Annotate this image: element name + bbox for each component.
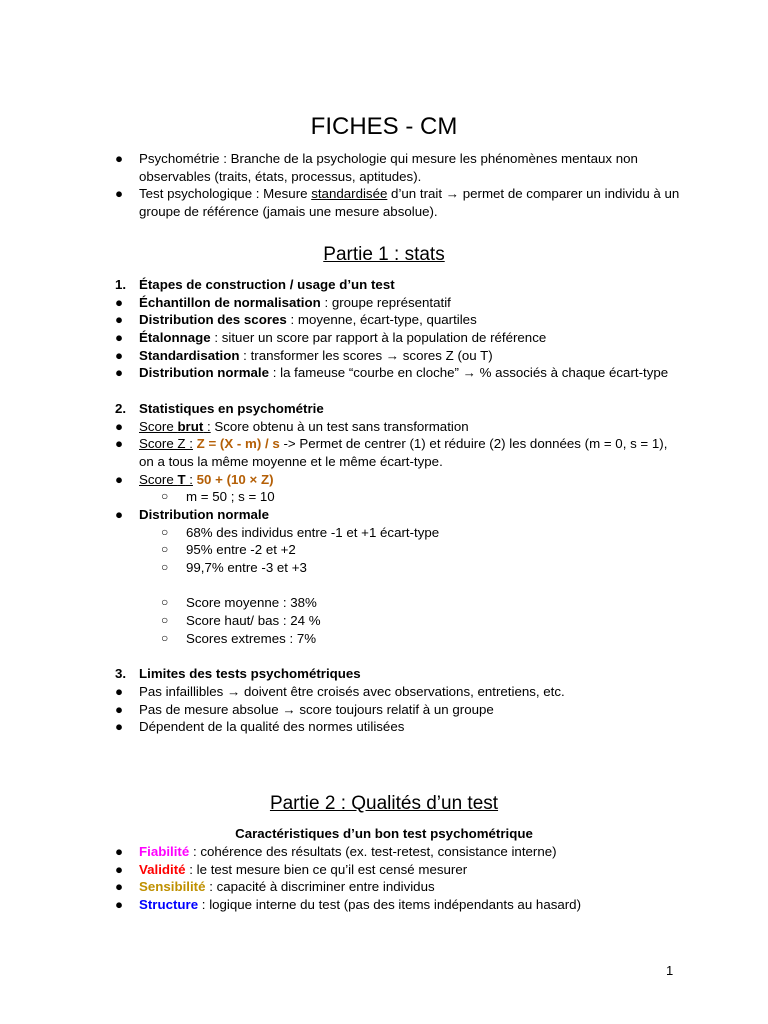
circle-icon: ○	[161, 542, 169, 557]
sub-list-item: ○ 68% des individus entre -1 et +1 écart-type	[161, 524, 440, 540]
bullet-icon: ●	[115, 365, 124, 381]
list-item: ● Étalonnage : situer un score par rapport à la population de référence	[115, 330, 547, 346]
bullet-icon: ●	[115, 506, 124, 522]
bullet-icon: ●	[115, 330, 124, 346]
underlined-word: standardisée	[311, 186, 388, 202]
list-item: ● Pas de mesure absolue → score toujours relatif à un groupe	[115, 701, 494, 717]
list-item: ● Distribution des scores : moyenne, écart-type, quartiles	[115, 312, 477, 328]
section-heading: Statistiques en psychométrie	[139, 400, 324, 416]
formula-z: Z = (X - m) / s	[196, 436, 280, 452]
bullet-icon: ●	[115, 683, 124, 699]
bullet-icon: ●	[115, 719, 124, 735]
bullet-icon: ●	[115, 418, 124, 434]
circle-icon: ○	[161, 595, 169, 610]
list-item: ● Validité : le test mesure bien ce qu’il est censé mesurer	[115, 861, 468, 877]
sub-list-item: ○ Score haut/ bas : 24 %	[161, 613, 321, 629]
part1-content	[0, 276, 768, 736]
circle-icon: ○	[161, 489, 169, 504]
page-title: FICHES - CM	[310, 113, 458, 140]
list-item	[0, 185, 768, 220]
circle-icon: ○	[161, 560, 169, 575]
list-item-score-t: ● Score T : 50 + (10 × Z)	[115, 471, 274, 487]
numbered-heading	[0, 665, 768, 683]
bullet-icon: ●	[115, 701, 124, 717]
bullet-icon: ●	[115, 312, 124, 328]
list-item: ● Distribution normale : la fameuse “courbe en cloche” → % associés à chaque écart-type	[115, 365, 669, 381]
list-item: ● Dépendent de la qualité des normes utilisées	[115, 719, 405, 735]
circle-icon: ○	[161, 613, 169, 628]
section-heading: Étapes de construction / usage d’un test	[139, 277, 395, 292]
list-item: ● Fiabilité : cohérence des résultats (ex. test-retest, consistance interne)	[115, 844, 557, 859]
sub-list-item: ○ Scores extremes : 7%	[161, 630, 317, 646]
section-heading-part1: Partie 1 : stats	[323, 244, 445, 265]
list-item: ● Standardisation : transformer les scores → scores Z (ou T)	[115, 347, 493, 363]
section-number: 1.	[115, 277, 127, 292]
part2-subtitle: Caractéristiques d’un bon test psychométrique	[235, 826, 533, 841]
bullet-icon: ●	[115, 294, 124, 310]
sub-list-item: ○ m = 50 ; s = 10	[161, 489, 275, 505]
term: Psychométrie	[139, 151, 220, 166]
part2-list	[0, 843, 768, 914]
intro-list	[0, 150, 768, 221]
bullet-icon: ●	[115, 436, 124, 452]
page-number: 1	[666, 963, 674, 978]
list-item: ● Pas infaillibles → doivent être croisés avec observations, entretiens, etc.	[115, 683, 565, 699]
definition-end: d’un trait → permet de comparer un individu à un groupe de référence (jamais une mesure absolue).	[139, 186, 680, 220]
sub-list-item: ○ Score moyenne : 38%	[161, 595, 317, 611]
list-item-score-brut: ● Score brut : Score obtenu à un test sans transformation	[115, 418, 469, 434]
bullet-icon: ●	[115, 861, 124, 877]
definition: : Branche de la psychologie qui mesure les phénomènes mentaux non observables (traits, états, processus, aptitudes).	[139, 151, 638, 184]
formula-t: 50 + (10 × Z)	[196, 471, 274, 487]
list-item: ● Sensibilité : capacité à discriminer entre individus	[115, 879, 435, 895]
numbered-heading	[0, 400, 768, 418]
bullet-icon: ●	[115, 844, 124, 859]
list-item: ● Échantillon de normalisation : groupe représentatif	[115, 294, 451, 310]
section-number: 2.	[115, 400, 127, 416]
list-item: ● Structure : logique interne du test (pas des items indépendants au hasard)	[115, 897, 582, 913]
bullet-icon: ●	[115, 471, 124, 487]
bullet-icon: ●	[115, 897, 124, 913]
bullet-icon: ●	[115, 186, 124, 202]
list-item	[0, 150, 768, 185]
bullet-icon: ●	[115, 347, 124, 363]
list-item-normal: ● Distribution normale	[115, 506, 270, 522]
bullet-icon: ●	[115, 151, 124, 166]
circle-icon: ○	[161, 630, 169, 645]
section-heading: Limites des tests psychométriques	[139, 666, 361, 682]
numbered-heading	[0, 276, 768, 294]
definition-start: Test psychologique : Mesure	[139, 186, 312, 202]
sub-list-item: ○ 95% entre -2 et +2	[161, 542, 296, 558]
bullet-icon: ●	[115, 879, 124, 895]
circle-icon: ○	[161, 524, 169, 539]
sub-list-item: ○ 99,7% entre -3 et +3	[161, 560, 307, 576]
list-item-score-z: ● Score Z : Z = (X - m) / s -> Permet de centrer (1) et réduire (2) les données (m = 0, s = 1), on a tous la même moyenne et le même écart-type.	[115, 436, 668, 469]
section-heading-part2: Partie 2 : Qualités d’un test	[269, 793, 499, 814]
section-number: 3.	[115, 666, 127, 682]
